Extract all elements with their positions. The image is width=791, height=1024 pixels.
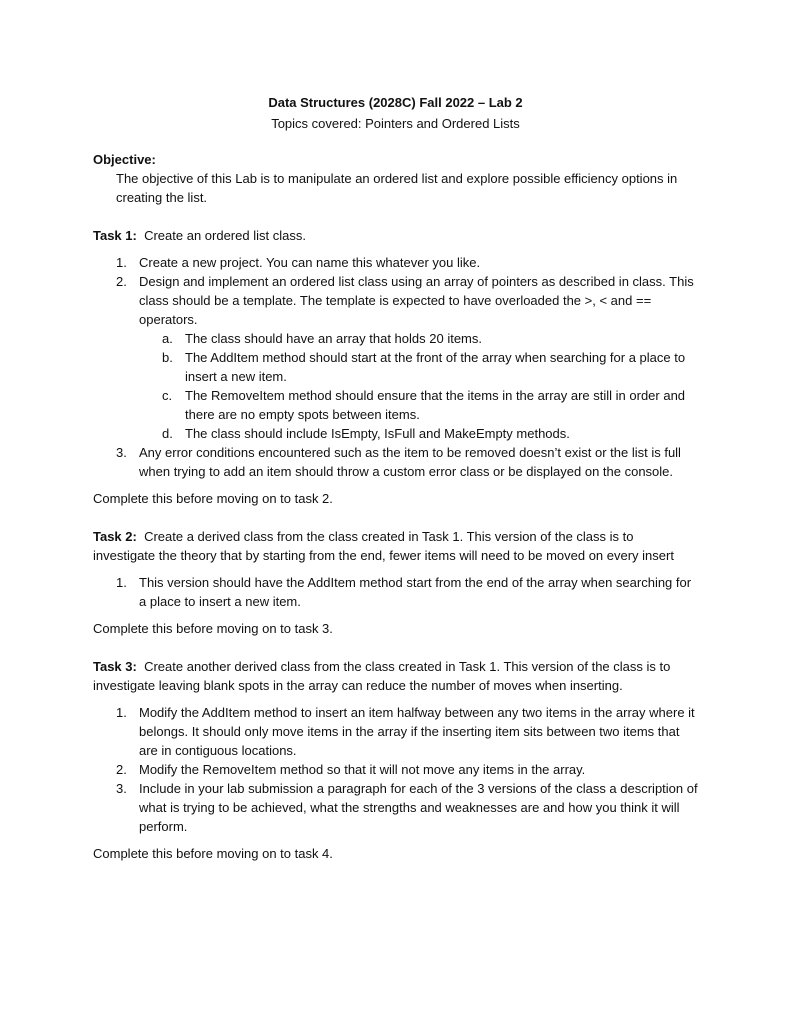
task1-label: Task 1: [93,228,137,243]
task3-text: Create another derived class from the class created in Task 1. This version of the class is to investigate leaving blank spots in the array can reduce the number of moves when inserting. [93,659,671,693]
task1-sublist [139,329,699,443]
task2-intro [93,527,699,565]
list-item [93,443,699,481]
list-item-text: Design and implement an ordered list class using an array of pointers as described in class. This class should be a template. The template is expected to have overloaded the >, < and == operators. [139,274,694,327]
task3-intro [93,657,699,695]
list-marker: 3. [116,781,127,796]
task1-complete-note: Complete this before moving on to task 2. [93,491,333,506]
sublist-item-text: The class should include IsEmpty, IsFull and MakeEmpty methods. [185,426,570,441]
task1-list [93,253,699,481]
list-item-text: Modify the AddItem method to insert an item halfway between any two items in the array where it belongs. It should only move items in the array if the inserting item sits between two items that are in contiguous locations. [139,705,695,758]
list-marker: 1. [116,575,127,590]
task1-text: Create an ordered list class. [144,228,306,243]
sublist-item [139,424,699,443]
list-marker: 2. [116,762,127,777]
sublist-marker: c. [162,388,173,403]
list-marker: 1. [116,705,127,720]
list-item [93,703,699,760]
document-subtitle: Topics covered: Pointers and Ordered Lists [271,116,520,131]
sublist-item [139,386,699,424]
task2-complete-note: Complete this before moving on to task 3. [93,621,333,636]
list-item-text: Create a new project. You can name this whatever you like. [139,255,481,270]
sublist-item-text: The RemoveItem method should ensure that the items in the array are still in order and there are no empty spots between items. [185,388,686,422]
list-item-text: Include in your lab submission a paragraph for each of the 3 versions of the class a description of what is trying to be achieved, what the strengths and weaknesses are and how you think it will perform. [139,781,698,834]
list-item [93,779,699,836]
task3-label: Task 3: [93,659,137,674]
list-item-text: Any error conditions encountered such as the item to be removed doesn’t exist or the list is full when trying to add an item should throw a custom error class or be displayed on the console. [139,445,681,479]
sublist-item-text: The AddItem method should start at the front of the array when searching for a place to insert a new item. [185,350,686,384]
task2-text: Create a derived class from the class created in Task 1. This version of the class is to investigate the theory that by starting from the end, fewer items will need to be moved on every insert [93,529,674,563]
task3-list [93,703,699,836]
sublist-marker: d. [162,426,173,441]
task3-complete-note: Complete this before moving on to task 4. [93,846,333,861]
list-marker: 1. [116,255,127,270]
list-item [93,573,699,611]
objective-heading: Objective: [93,152,156,167]
list-item-text: This version should have the AddItem method start from the end of the array when searching for a place to insert a new item. [139,575,692,609]
sublist-item [139,329,699,348]
list-item [93,253,699,272]
sublist-marker: a. [162,331,173,346]
document-title: Data Structures (2028C) Fall 2022 – Lab 2 [268,95,523,110]
list-marker: 2. [116,274,127,289]
task1-intro [93,226,699,245]
list-item [93,760,699,779]
sublist-item-text: The class should have an array that holds 20 items. [185,331,482,346]
document-body [93,150,699,863]
objective-text: The objective of this Lab is to manipulate an ordered list and explore possible efficiency options in creating the list. [116,171,678,205]
list-item-text: Modify the RemoveItem method so that it will not move any items in the array. [139,762,586,777]
header [0,94,791,132]
task2-label: Task 2: [93,529,137,544]
sublist-marker: b. [162,350,173,365]
sublist-item [139,348,699,386]
list-marker: 3. [116,445,127,460]
task2-list [93,573,699,611]
list-item [93,272,699,443]
